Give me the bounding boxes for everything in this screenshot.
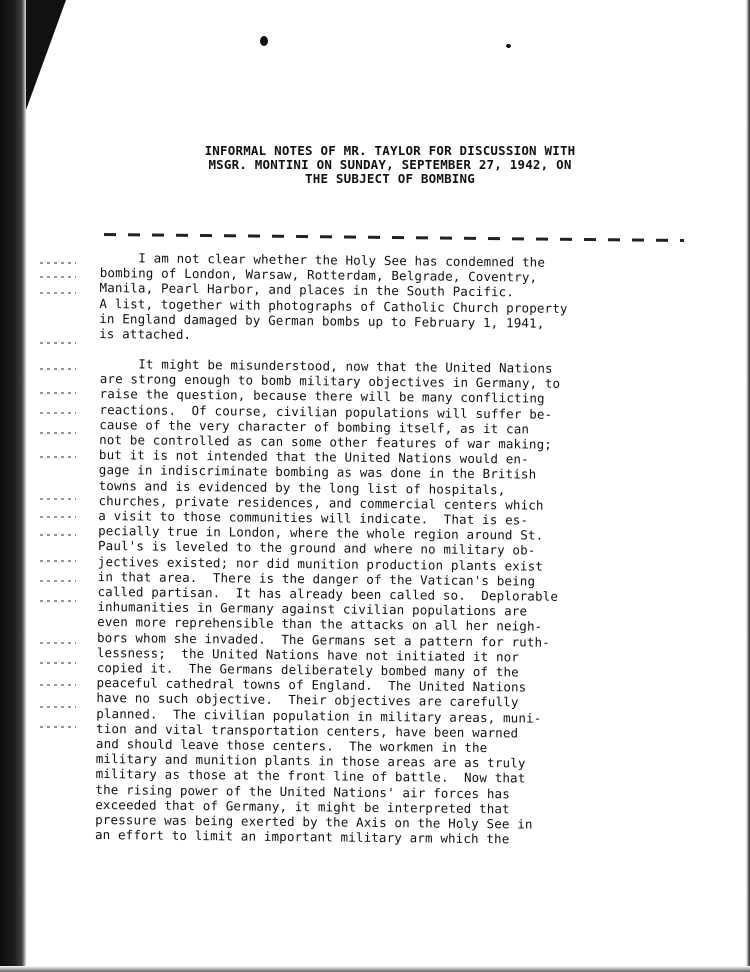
text-line: have no such objective. Their objectives are carefully (96, 690, 519, 710)
scan-right-edge (746, 0, 750, 972)
text-line: Paul's is leveled to the ground and where no military ob- (97, 538, 536, 559)
document-title (150, 144, 630, 186)
text-line: in England damaged by German bombs up to February 1, 1941, (99, 310, 545, 331)
title-line: THE SUBJECT OF BOMBING (305, 171, 475, 186)
text-line: tion and vital transportation centers, have been warned (96, 720, 519, 741)
scan-bottom-edge (0, 966, 750, 972)
text-line: copied it. The Germans deliberately bombed many of the (96, 660, 519, 680)
text-line: are strong enough to bomb military objectives in Germany, to (99, 371, 561, 392)
text-line: in that area. There is the danger of the Vatican's being (97, 568, 536, 589)
paragraph-1 (99, 250, 660, 347)
text-line: lessness; the United Nations have not initiated it nor (96, 644, 520, 665)
scan-left-edge-shadow (0, 0, 26, 972)
text-line: jectives existed; nor did munition production plants exist (97, 553, 544, 574)
text-line: is attached. (99, 326, 192, 342)
text-line: exceeded that of Germany, it might be interpreted that (95, 796, 510, 817)
text-line: bors whom she invaded. The Germans set a pattern for ruth- (96, 629, 550, 650)
scan-corner-shadow (26, 0, 66, 110)
ink-speck (506, 44, 511, 48)
text-line: bombing of London, Warsaw, Rotterdam, Belgrade, Coventry, (99, 265, 538, 285)
ink-speck (260, 36, 268, 46)
text-line: but it is not intended that the United Nations would en- (98, 447, 529, 467)
text-line: churches, private residences, and commercial centers which (98, 492, 544, 513)
dashed-separator (104, 233, 684, 242)
text-line: gage in indiscriminate bombing as was done in the British (98, 462, 537, 482)
text-line: and should leave those centers. The workmen in the (95, 736, 488, 756)
text-line: a visit to those communities will indicate. That is es- (98, 508, 529, 528)
text-line: even more reprehensible than the attacks on all her neigh- (97, 614, 543, 635)
text-line: I am not clear whether the Holy See has condemned the (99, 250, 546, 270)
text-line: Manila, Pearl Harbor, and places in the South Pacific. (99, 280, 515, 300)
text-line: military as those at the front line of battle. Now that (95, 766, 526, 786)
text-line: the rising power of the United Nations' air forces has (95, 781, 511, 802)
text-line: raise the question, because there will be many conflicting (99, 386, 545, 407)
text-line: peaceful cathedral towns of England. The United Nations (96, 675, 527, 695)
title-line: MSGR. MONTINI ON SUNDAY, SEPTEMBER 27, 1942, ON (208, 157, 572, 172)
text-line: towns and is evidenced by the long list of hospitals, (98, 477, 506, 497)
text-line: planned. The civilian population in military areas, muni- (96, 705, 542, 726)
text-line: cause of the very character of bombing itself, as it can (99, 416, 530, 437)
text-line: inhumanities in Germany against civilian populations are (97, 599, 528, 619)
text-line: reactions. Of course, civilian populations will suffer be- (99, 401, 553, 422)
text-line: military and munition plants in those areas are as truly (95, 751, 526, 771)
text-line: an effort to limit an important military arm which the (94, 827, 510, 847)
text-line: pecially true in London, where the whole region around St. (98, 523, 544, 543)
paragraph-2 (95, 356, 660, 848)
text-line: not be controlled as can some other features of war making; (99, 432, 553, 452)
text-line: It might be misunderstood, now that the United Nations (99, 356, 553, 376)
text-line: pressure was being exerted by the Axis on the Holy See in (95, 812, 533, 832)
title-line: INFORMAL NOTES OF MR. TAYLOR FOR DISCUSSION WITH (204, 143, 576, 158)
text-line: called partisan. It has already been called so. Deplorable (97, 584, 559, 604)
text-line: A list, together with photographs of Catholic Church property (99, 295, 568, 316)
